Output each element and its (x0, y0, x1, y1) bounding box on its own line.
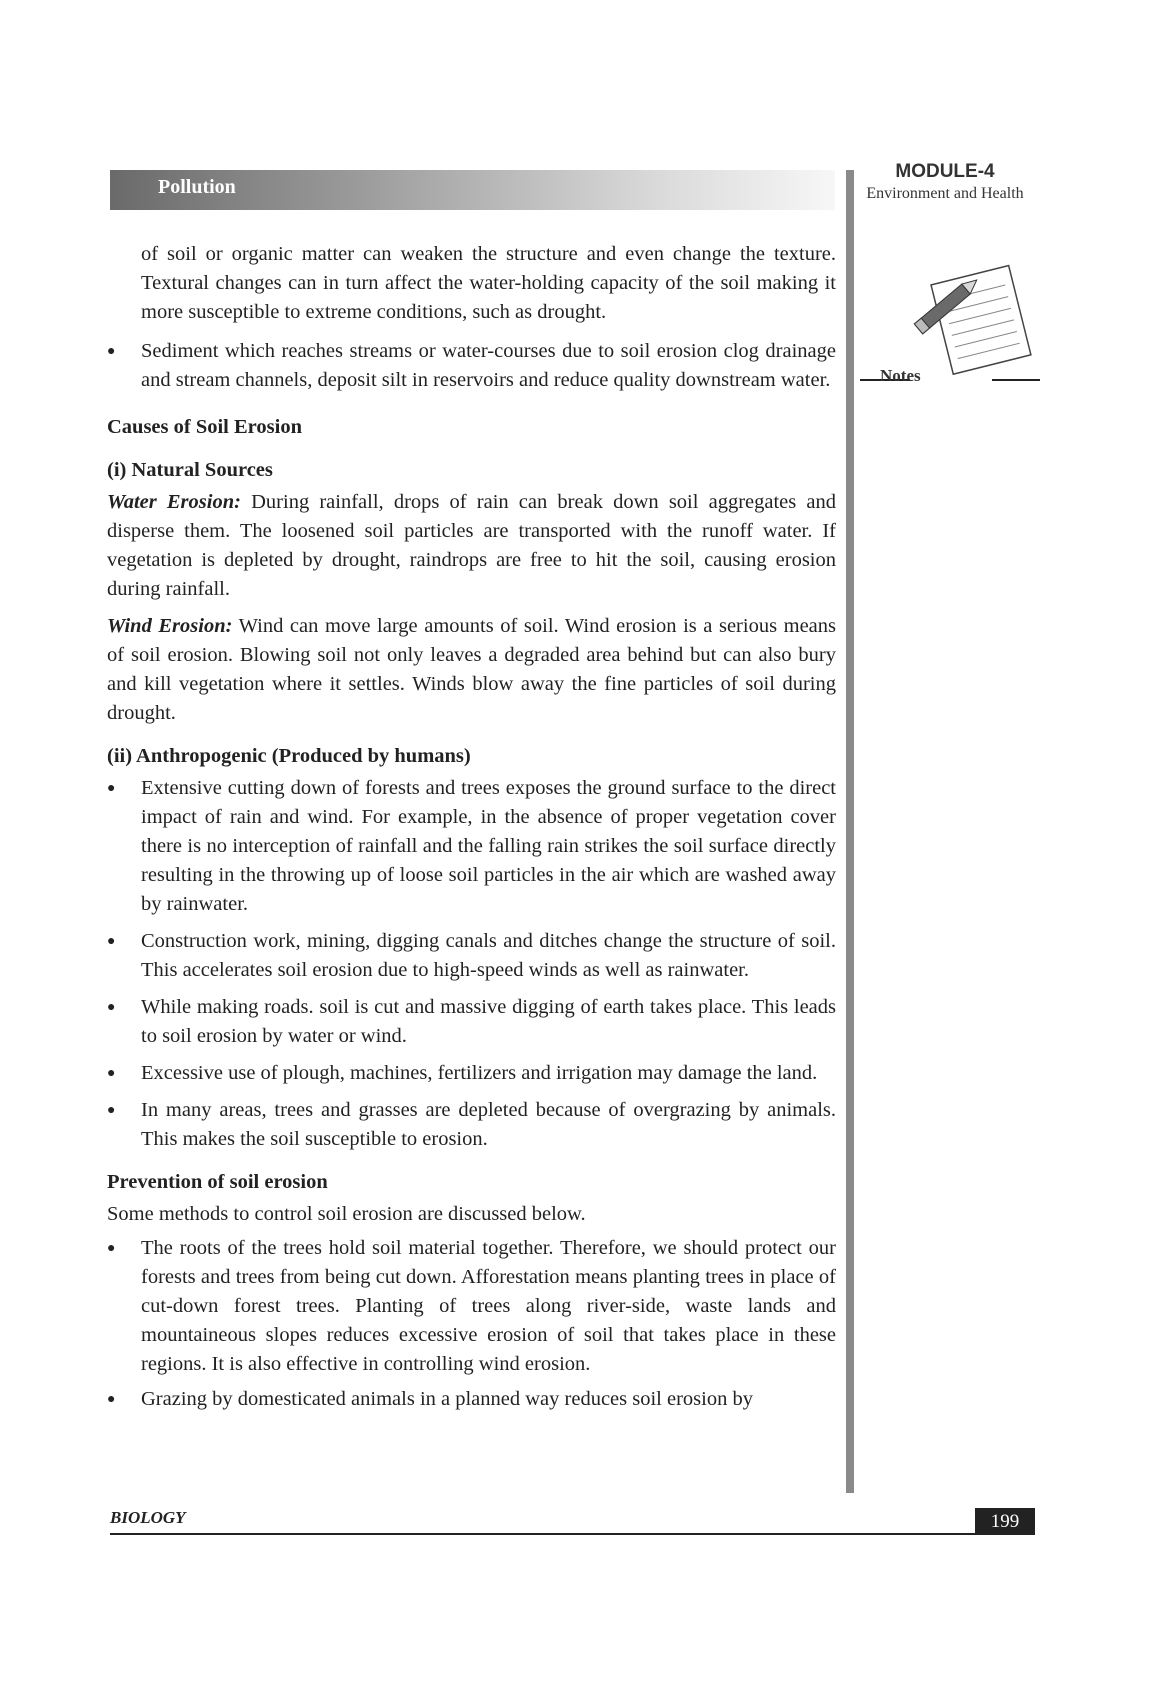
wind-erosion-paragraph (107, 612, 836, 728)
footer-subject: BIOLOGY (110, 1508, 186, 1527)
wind-erosion-lead: Wind Erosion: (107, 615, 233, 637)
list-item: ● Grazing by domesticated animals in a planned way reduces soil erosion by (107, 1385, 836, 1414)
list-item: ● Excessive use of plough, machines, fertilizers and irrigation may damage the land. (107, 1059, 836, 1088)
footer-rule (110, 1533, 1035, 1535)
margin-divider (846, 170, 854, 1493)
wind-erosion-text: Wind can move large amounts of soil. Wind erosion is a serious means of soil erosion. Blowing soil not only leaves a degraded area behind but can also bury and kill vegetation where it settles. Winds blow away the fine particles of soil during drought. (107, 615, 836, 724)
body-content (107, 240, 836, 1414)
page-number: 199 (975, 1508, 1035, 1535)
heading-causes: Causes of Soil Erosion (107, 416, 302, 438)
module-subtitle: Environment and Health (866, 185, 1024, 202)
module-block (862, 161, 1028, 203)
list-item: ● Construction work, mining, digging canals and ditches change the structure of soil. This accelerates soil erosion due to high-speed winds as well as rainwater. (107, 927, 836, 985)
list-item: ● Extensive cutting down of forests and trees exposes the ground surface to the direct impact of rain and wind. For example, in the absence of proper vegetation cover there is no interception of rainfall and the falling rain strikes the soil surface directly resulting in the throwing up of loose soil particles in the air which are washed away by rainwater. (107, 774, 836, 919)
list-item: ● In many areas, trees and grasses are depleted because of overgrazing by animals. This makes the soil susceptible to erosion. (107, 1096, 836, 1154)
module-title: MODULE-4 (895, 161, 995, 182)
list-item: ● Sediment which reaches streams or water-courses due to soil erosion clog drainage and stream channels, deposit silt in reservoirs and reduce quality downstream water. (107, 337, 836, 395)
prevention-intro: Some methods to control soil erosion are discussed below. (107, 1203, 586, 1225)
notes-label: Notes (880, 366, 921, 385)
heading-anthropogenic: (ii) Anthropogenic (Produced by humans) (107, 745, 471, 767)
water-erosion-lead: Water Erosion: (107, 491, 241, 513)
section-header-band (110, 170, 835, 210)
section-title: Pollution (158, 176, 236, 198)
water-erosion-paragraph (107, 488, 836, 604)
list-item: ● The roots of the trees hold soil material together. Therefore, we should protect our forests and trees from being cut down. Afforestation means planting trees in place of cut-down forest trees. Planting of trees along river-side, waste lands and mountaineous slopes reduces excessive erosion of soil that takes place in these regions. It is also effective in controlling wind erosion. (107, 1234, 836, 1379)
intro-paragraph: of soil or organic matter can weaken the structure and even change the texture. Textural changes can in turn affect the water-holding capacity of the soil making it more susceptible to extreme conditions, such as drought. (141, 243, 836, 323)
water-erosion-text: During rainfall, drops of rain can break down soil aggregates and disperse them. The loosened soil particles are transported with the runoff water. If vegetation is depleted by drought, raindrops are free to hit the soil, causing erosion during rainfall. (107, 491, 836, 600)
heading-prevention: Prevention of soil erosion (107, 1171, 328, 1193)
list-item: ● While making roads. soil is cut and massive digging of earth takes place. This leads to soil erosion by water or wind. (107, 993, 836, 1051)
heading-natural-sources: (i) Natural Sources (107, 459, 273, 481)
